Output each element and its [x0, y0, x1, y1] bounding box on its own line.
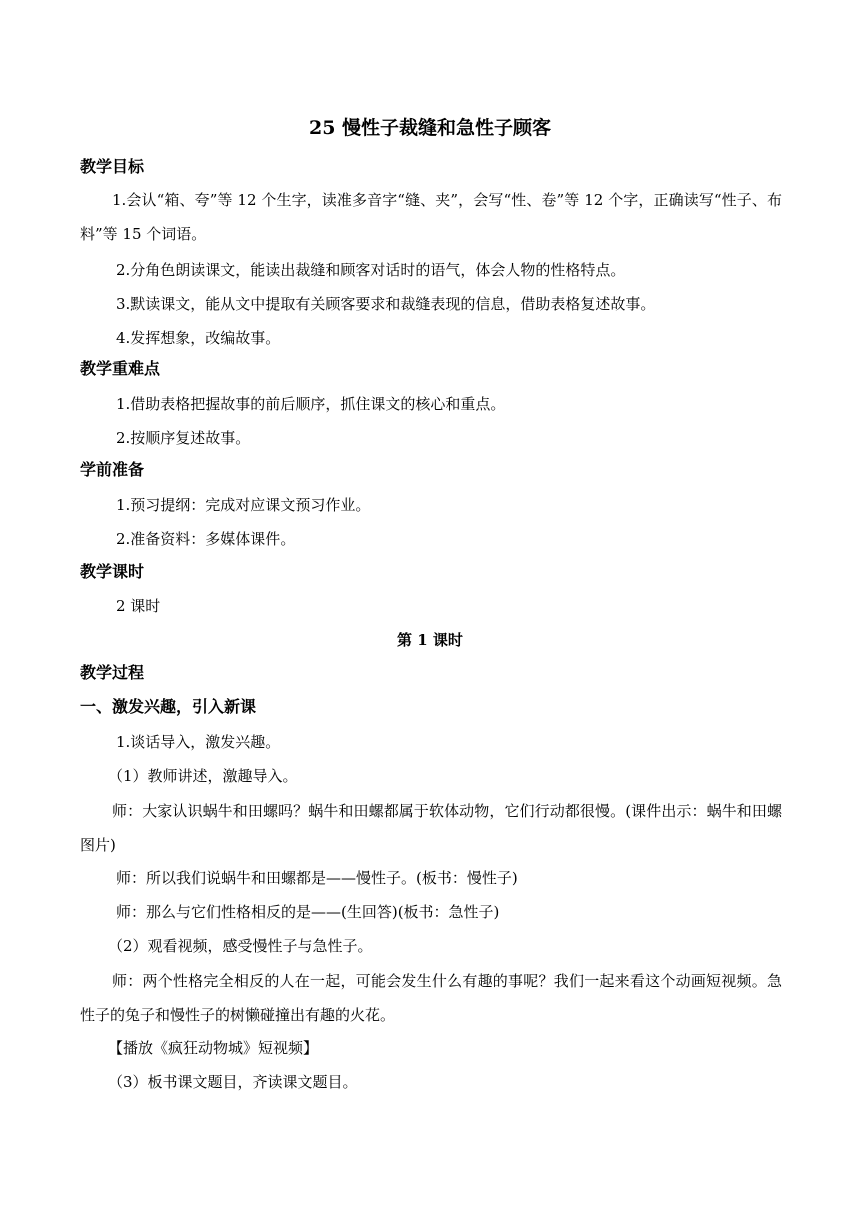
- prep-item-2: 2.准备资料：多媒体课件。: [116, 530, 296, 548]
- key-item-2: 2.按顺序复述故事。: [116, 429, 251, 447]
- document-title: 25 慢性子裁缝和急性子顾客: [308, 117, 552, 139]
- heading-teaching-process: 教学过程: [80, 663, 145, 682]
- process-line-2: （1）教师讲述，激趣导入。: [108, 767, 298, 785]
- process-line-5: 师：那么与它们性格相反的是——(生回答)(板书：急性子): [116, 903, 500, 921]
- process-line-8: 【播放《疯狂动物城》短视频】: [108, 1039, 319, 1057]
- process-line-1: 1.谈话导入，激发兴趣。: [116, 733, 281, 751]
- prep-item-1: 1.预习提纲：完成对应课文预习作业。: [116, 496, 371, 514]
- process-line-3: 师：大家认识蜗牛和田螺吗？蜗牛和田螺都属于软体动物，它们行动都很慢。(课件出示：蜗牛和田螺图片): [80, 802, 782, 854]
- process-line-6: （2）观看视频，感受慢性子与急性子。: [108, 937, 373, 955]
- heading-preparation: 学前准备: [80, 460, 145, 479]
- heading-class-hours: 教学课时: [80, 562, 145, 581]
- class-hours-value: 2 课时: [116, 597, 161, 615]
- process-line-9: （3）板书课文题目，齐读课文题目。: [108, 1073, 358, 1091]
- key-item-1: 1.借助表格把握故事的前后顺序，抓住课文的核心和重点。: [116, 395, 506, 413]
- goal-item-4: 4.发挥想象，改编故事。: [116, 329, 281, 347]
- heading-key-points: 教学重难点: [80, 359, 161, 378]
- goal-item-3: 3.默读课文，能从文中提取有关顾客要求和裁缝表现的信息，借助表格复述故事。: [116, 295, 656, 313]
- lesson-label: 第 1 课时: [397, 631, 463, 649]
- heading-teaching-goals: 教学目标: [80, 157, 145, 176]
- process-line-7: 师：两个性格完全相反的人在一起，可能会发生什么有趣的事呢？我们一起来看这个动画短视频。急性子的兔子和慢性子的树懒碰撞出有趣的火花。: [80, 972, 782, 1024]
- goal-item-2: 2.分角色朗读课文，能读出裁缝和顾客对话时的语气，体会人物的性格特点。: [116, 261, 626, 279]
- process-line-4: 师：所以我们说蜗牛和田螺都是——慢性子。(板书：慢性子): [116, 869, 518, 887]
- goal-item-1: 1.会认“箱、夸”等 12 个生字，读准多音字“缝、夹”，会写“性、卷”等 12 个字，正确读写“性子、布料”等 15 个词语。: [80, 191, 782, 243]
- heading-part-1: 一、激发兴趣，引入新课: [80, 697, 257, 716]
